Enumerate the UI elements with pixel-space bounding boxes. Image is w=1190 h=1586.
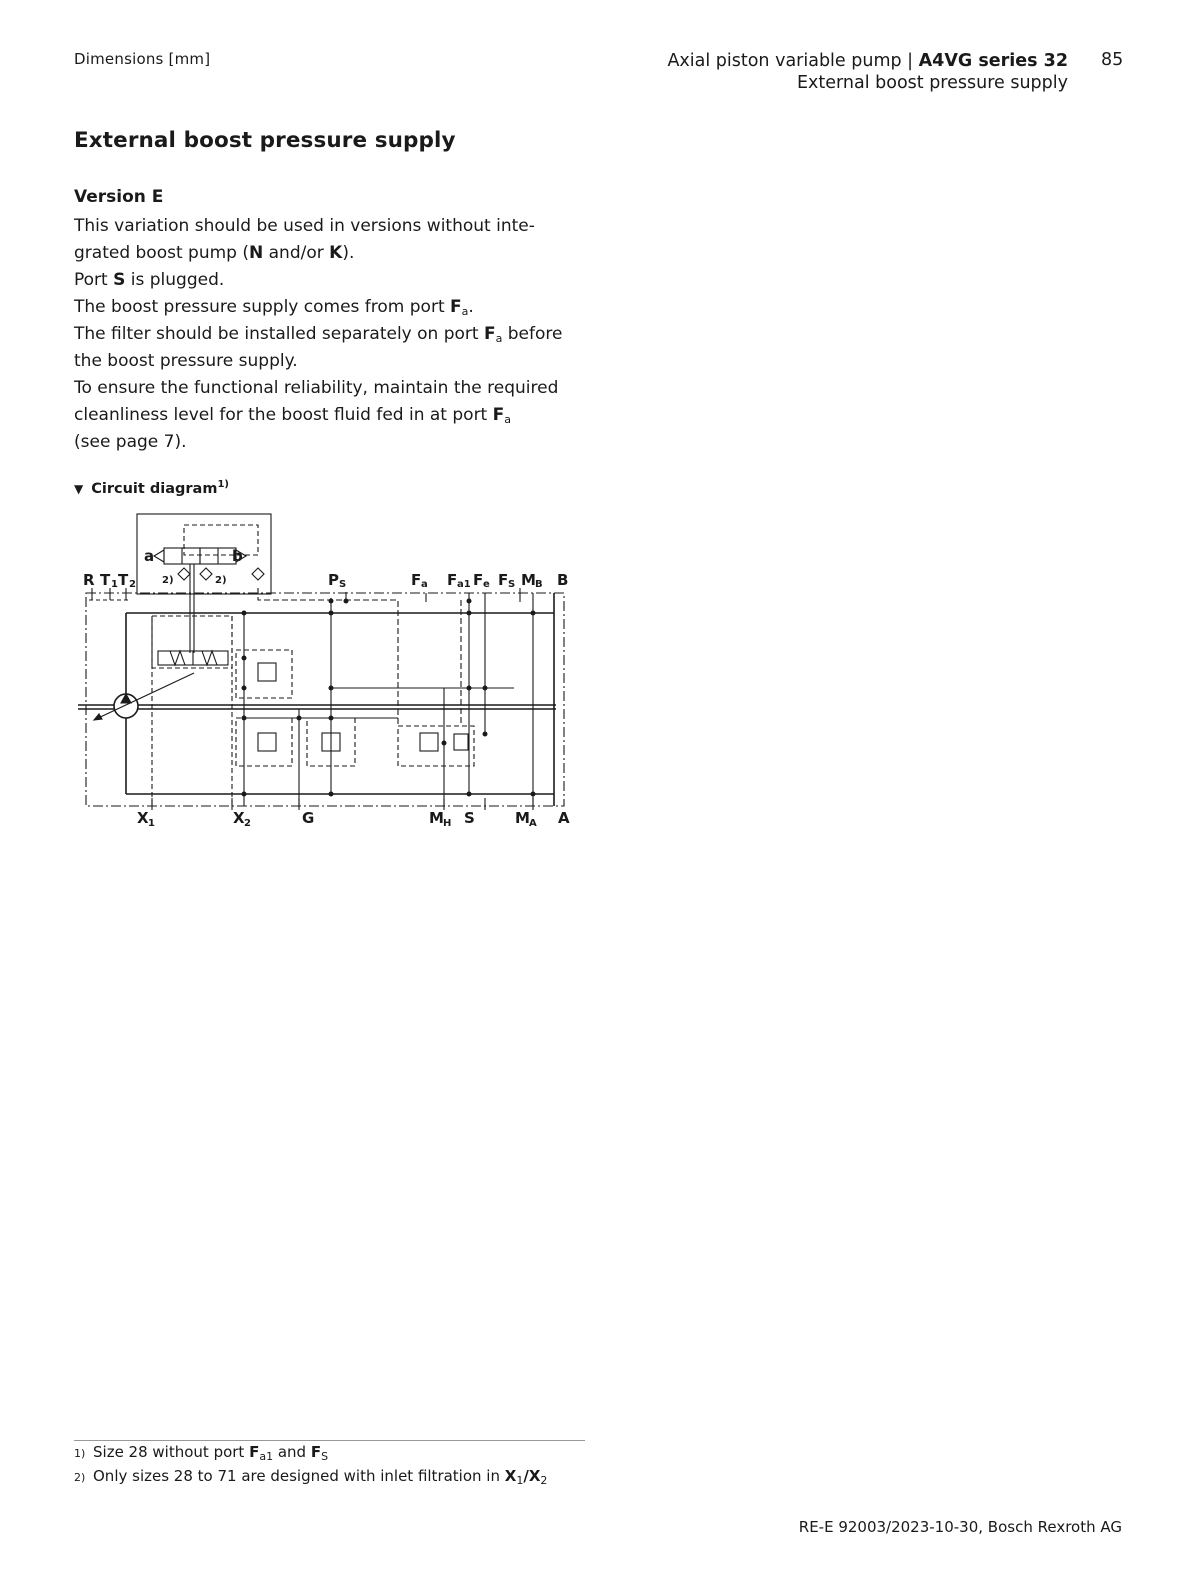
port-subscript: a [504, 413, 511, 426]
port-sub: S [508, 579, 516, 590]
body-line: and/or [263, 243, 330, 263]
body-line: grated boost pump ( [74, 243, 249, 263]
port-sub: A [529, 818, 537, 829]
product-series: A4VG series 32 [918, 51, 1068, 71]
port-code: X [504, 1467, 517, 1485]
port-code: F [450, 297, 462, 317]
body-line: The boost pressure supply comes from port [74, 297, 451, 317]
body-line: To ensure the functional reliability, maintain the required [74, 378, 559, 398]
port-subscript: a [461, 305, 469, 318]
footnote-1 [74, 1441, 547, 1465]
footnote-number: 2) [74, 1471, 86, 1484]
port-label-MH: M [429, 809, 444, 827]
port-label-FS: F [498, 571, 509, 589]
collapse-triangle-icon: ▼ [74, 482, 84, 496]
footnote-ref: 1) [217, 479, 229, 490]
port-subscript: a1 [259, 1450, 274, 1463]
port-label-G: G [302, 809, 315, 827]
port-sub: S [339, 579, 347, 590]
port-subscript: 1 [516, 1474, 524, 1487]
port-label-Fe: F [473, 571, 484, 589]
product-prefix: Axial piston variable pump | [667, 51, 919, 71]
running-header-section: Dimensions [mm] [74, 50, 211, 68]
port-sub: e [483, 579, 490, 590]
body-line: is plugged. [125, 270, 225, 290]
footnote-text: / [523, 1467, 529, 1485]
port-label-T2: T [118, 571, 129, 589]
port-sub: a [421, 579, 428, 590]
body-line: cleanliness level for the boost fluid fed in at port [74, 405, 493, 425]
port-code: F [249, 1443, 260, 1461]
footnote-2 [74, 1465, 547, 1489]
port-subscript: a [495, 332, 503, 345]
page-footer: RE-E 92003/2023-10-30, Bosch Rexroth AG [798, 1518, 1122, 1536]
description-paragraph [74, 213, 584, 456]
port-code: S [113, 270, 126, 290]
port-label-B: B [557, 571, 569, 589]
valve-label-b: b [232, 547, 243, 565]
running-header-product [667, 50, 1068, 94]
note-ref: 2) [162, 575, 174, 586]
port-code: K [329, 243, 343, 263]
port-label-R: R [83, 571, 95, 589]
body-line: The filter should be installed separately on port [74, 324, 484, 344]
port-sub: 2 [244, 818, 251, 829]
footnote-text: Size 28 without port [93, 1443, 250, 1461]
body-line: . [468, 297, 474, 317]
footnotes [74, 1441, 547, 1489]
page-number: 85 [1101, 50, 1124, 70]
port-sub: a1 [457, 579, 471, 590]
port-sub: B [535, 579, 543, 590]
port-subscript: S [321, 1450, 329, 1463]
body-line: Port [74, 270, 114, 290]
port-subscript: 2 [540, 1474, 548, 1487]
port-label-MA: M [515, 809, 530, 827]
valve-label-a: a [144, 547, 155, 565]
header-subtitle: External boost pressure supply [796, 73, 1068, 93]
port-label-MB: M [521, 571, 536, 589]
body-line: ). [342, 243, 355, 263]
port-code: N [249, 243, 264, 263]
port-code: F [310, 1443, 322, 1461]
port-label-Fa1: F [447, 571, 458, 589]
port-sub: 2 [129, 579, 136, 590]
port-label-T1: T [100, 571, 111, 589]
body-line: This variation should be used in versions without inte- [74, 216, 535, 236]
footnote-text: Only sizes 28 to 71 are designed with inlet filtration in [93, 1467, 505, 1485]
port-sub: H [443, 818, 452, 829]
port-label-S: S [464, 809, 475, 827]
port-label-Fa: F [411, 571, 422, 589]
port-label-A: A [558, 809, 570, 827]
port-label-X1: X [137, 809, 149, 827]
body-line: before [502, 324, 563, 344]
circuit-title: Circuit diagram [91, 481, 218, 497]
version-heading: Version E [74, 187, 164, 207]
body-line: (see page 7). [74, 432, 187, 452]
port-label-PS: P [328, 571, 339, 589]
note-ref: 2) [215, 575, 227, 586]
port-code: X [528, 1467, 541, 1485]
port-label-X2: X [233, 809, 245, 827]
port-sub: 1 [148, 818, 155, 829]
port-code: F [483, 324, 496, 344]
hydraulic-circuit-diagram [74, 508, 586, 834]
body-line: the boost pressure supply. [74, 351, 298, 371]
footnote-text: and [273, 1443, 311, 1461]
page-title: External boost pressure supply [74, 128, 456, 153]
port-sub: 1 [111, 579, 118, 590]
port-code: F [492, 405, 505, 425]
circuit-diagram-heading [74, 481, 229, 497]
footnote-number: 1) [74, 1447, 86, 1460]
